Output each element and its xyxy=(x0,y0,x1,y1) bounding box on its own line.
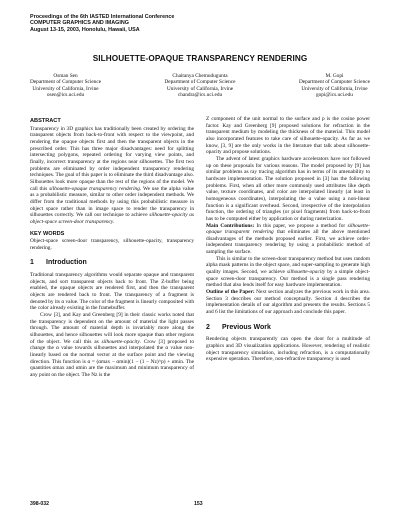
section-heading xyxy=(30,260,194,267)
left-column xyxy=(30,118,194,379)
proceedings-line: Proceedings of the 6th IASTED International Conference xyxy=(30,14,175,20)
p4-term: silhouette-opacity xyxy=(286,269,326,276)
keywords-text: Object-space screen-door transparency, silhouette-opacity, transparency rendering. xyxy=(30,238,194,251)
proceedings-line: August 13-15, 2003, Honolulu, Hawaii, USA xyxy=(30,26,140,33)
intro-term: silhouette-opacity xyxy=(101,338,140,345)
section-title: Previous Work xyxy=(222,323,271,331)
abstract-term: silhouette-opaque transparency rendering xyxy=(49,185,140,192)
author-dept: Department of Computer Science xyxy=(298,79,370,86)
contrib-label: Main Contributions: xyxy=(206,222,255,229)
body-paragraph xyxy=(206,256,370,289)
author-email: gopi@ics.uci.edu xyxy=(315,91,353,98)
proceedings-header xyxy=(30,14,174,33)
section-title: Introduction xyxy=(46,259,87,267)
intro-paragraph xyxy=(30,312,194,379)
author-block xyxy=(30,73,370,98)
paper-id: 398-032 xyxy=(30,501,50,507)
section-number: 1 xyxy=(30,259,34,267)
author xyxy=(299,73,370,98)
author-name: Chaitanya Chemudugunta xyxy=(172,73,228,79)
abstract-end: silhouette-opacity as object-space screen-door transparency. xyxy=(30,212,195,225)
intro-p2a: Crow [3], and Kay and Greenberg [9] in their classic works noted that the transparency is dependent on the amount of material the light passes through. The amount of material depth is invariably more along the silhouettes, and hence silhouettes will look more opaque than other regions of the object. We call this as xyxy=(30,312,194,345)
author-univ: University of California, Irvine xyxy=(301,85,368,92)
section-number: 2 xyxy=(206,323,210,331)
outline-label: Outline of the Paper: xyxy=(206,289,255,296)
author-name: M. Gopi xyxy=(325,73,344,79)
contributions-paragraph xyxy=(206,223,370,256)
page-number: 153 xyxy=(194,501,203,507)
previous-work-paragraph: Rendering objects transparently can open the door for a multitude of graphics and 3D visualization applications. However, rendering of realistic object transparency simulation, including refraction, is a computationally expensive operation. Therefore, non-refractive transparency is used xyxy=(206,336,370,363)
author-univ: University of California, Irvine xyxy=(32,85,99,92)
author-email: chandra@ics.uci.edu xyxy=(177,91,223,98)
right-column xyxy=(206,116,370,363)
contrib-a: In this paper, we propose a method for xyxy=(254,222,346,229)
abstract-main: Transparency in 3D graphics has traditionally been created by ordering the transparent objects from back-to-front with respect to the viewpoint, and rendering the opaque objects first and then the transparent objects in the prescribed order. This has three major disadvantages: need for splitting intersecting polygons, repeated ordering for varying view points, and finally, incorrect transparency at the regions near silhouettes. The first two problems are eliminated by order independent transparency rendering techniques. The goal of this paper is to eliminate the third disadvantage also. Silhouettes look more opaque than the rest of the regions of the model. We call this xyxy=(30,125,194,192)
abstract-text xyxy=(30,126,194,226)
p4b: by a simple object-space screen-door transparency. Our method is a single pass rendering method that also lends itself for easy hardware implementation. xyxy=(206,269,370,289)
author-dept: Department of Computer Science xyxy=(30,79,102,86)
keywords-heading: KEY WORDS xyxy=(30,230,65,237)
p4a: This is similar to the screen-door transparency method but uses random alpha mask patterns in the object space, and super-sampling to generate high quality images. Second, we achieve xyxy=(206,255,370,276)
contrib-term: silhouette-opaque transparent rendering xyxy=(206,222,370,236)
author xyxy=(164,73,235,98)
outline-paragraph xyxy=(206,289,370,316)
proceedings-line: COMPUTER GRAPHICS AND IMAGING xyxy=(30,20,129,27)
abstract-rest: . We use the alpha value as a probabilistic measure, similar to other order independent methods. We differ from the traditional methods by using this probabilistic measure in object space rather than in image space to render the transparency in silhouettes correctly. We call our technique to achieve xyxy=(30,185,195,219)
intro-p2b: . Crow [3] proposed to change the α value towards silhouettes and interpolated the α value non-linearly based on the normal vector at the surface point and the viewing direction. This function is α = (αmax − αmin)(1 − (1 − Nz)^p) + αmin. The quantities αmax and αmin are the maximum and minimum transparency of any point on the object. The Nz is the xyxy=(30,338,194,378)
body-paragraph: The advent of latest graphics hardware accelerators have not followed up on these proposals for various reasons. The model proposed by [9] has similar problems as ray tracing algorithm has in terms of its amenability to hardware implementation. The solution proposed in [3] has the following problems. First, when all other more commonly used attributes like depth value, texture coordinates, and color are interpolated linearly (at least in homogeneous coordinates), interpolating the α value using a non-linear function is a significant overhead. Second, irrespective of the interpolation function, the ordering of triangles (or pixel fragments) from back-to-front has to be computed either by application or during rasterization. xyxy=(206,155,370,222)
abstract-heading: ABSTRACT xyxy=(30,118,61,124)
author xyxy=(30,73,101,98)
contrib-b: that eliminates all the above mentioned disadvantages of the methods proposed earlier. First, we achieve order-independent transparency rendering by using a probabilistic method of sampling the surface. xyxy=(206,229,370,256)
outline-text: Next section analyzes the previous work in this area. Section 3 describes our method conceptually. Section 4 describes the implementation details of our algorithm and presents the results. Sections 5 and 6 list the limitations of our approach and conclude this paper. xyxy=(206,289,370,316)
author-dept: Department of Computer Science xyxy=(164,79,236,86)
author-email: osen@ics.uci.edu xyxy=(46,91,85,98)
section-heading xyxy=(206,325,370,332)
body-paragraph: Z component of the unit normal to the surface and p is the cosine power factor. Kay and Greenberg [9] proposed solutions for refraction in the transparent medium by modeling the thickness of the material. This model also incorporated features to take care of silhouette-opacity. As far as we know, [3, 9] are the only works in the literature that talk about silhouette-opacity and propose solutions. xyxy=(206,116,370,156)
author-name: Osman Sen xyxy=(53,73,78,79)
paper-title: SILHOUETTE-OPAQUE TRANSPARENCY RENDERING xyxy=(92,54,308,63)
intro-paragraph: Traditional transparency algorithms would separate opaque and transparent objects, and sort transparent objects back to front. The Z-buffer being enabled, the opaque objects are rendered first, and then the transparent objects are rendered back to front. The transparency of a fragment is denoted by its α value. The color of the fragment is linearly composited with the color already existing in the framebuffer. xyxy=(30,272,194,312)
author-univ: University of California, Irvine xyxy=(166,85,234,92)
